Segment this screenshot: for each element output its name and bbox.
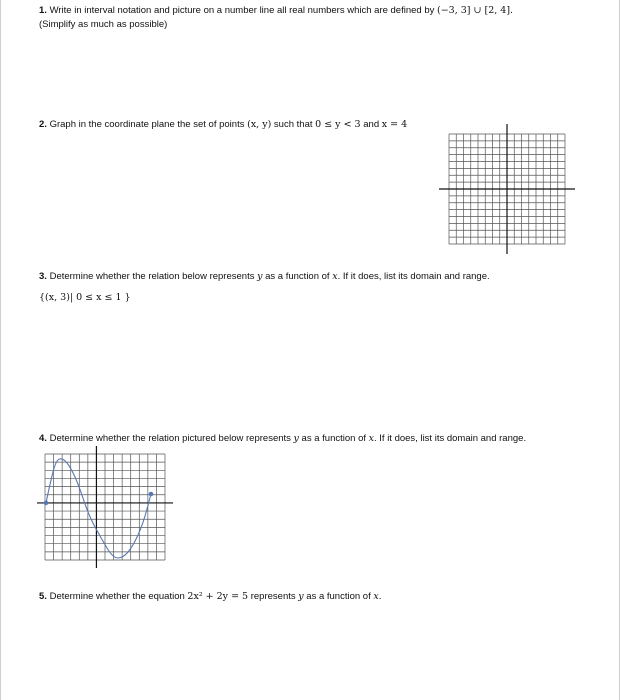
question-1-text: Write in interval notation and picture on a number line all real numbers which are defined by (49, 5, 438, 16)
question-1-number: 1. (39, 5, 47, 16)
question-1-math: (−3, 3] ∪ [2, 4]. (437, 5, 514, 16)
question-4-text-c: . If it does, list its domain and range. (374, 433, 527, 444)
question-1 (39, 4, 513, 32)
question-2-math-b: 0 ≤ y < 3 (315, 119, 361, 130)
question-5-var-y: y (298, 591, 304, 602)
question-5-number: 5. (39, 591, 47, 602)
question-2-text-a: Graph in the coordinate plane the set of points (49, 119, 248, 130)
question-5 (39, 590, 381, 604)
question-3 (39, 270, 490, 284)
question-4-number: 4. (39, 433, 47, 444)
question-2-math-a: (x, y) (247, 119, 272, 130)
question-5-math: 2x² + 2y = 5 (187, 591, 249, 602)
curve-right-endpoint (149, 492, 154, 497)
question-3-set (39, 291, 131, 305)
relation-graph (37, 444, 177, 566)
question-2-number: 2. (39, 119, 47, 130)
question-2-text-b: such that (271, 119, 316, 130)
question-4-text-b: as a function of (298, 433, 369, 444)
question-3-var-y: y (257, 271, 263, 282)
question-2-math-c: x = 4 (381, 119, 408, 130)
question-3-var-x: x (332, 271, 338, 282)
question-2-text-c: and (360, 119, 382, 130)
question-1-note: (Simplify as much as possible) (39, 19, 168, 30)
question-4-var-x: x (368, 433, 374, 444)
question-5-var-x: x (373, 591, 379, 602)
coordinate-grid-blank (437, 128, 577, 252)
question-3-text-b: as a function of (262, 271, 333, 282)
question-4-var-y: y (293, 433, 299, 444)
question-5-text-c: as a function of (303, 591, 374, 602)
question-3-set-notation: {(x, 3)| 0 ≤ x ≤ 1 } (39, 292, 131, 303)
question-2 (39, 118, 407, 132)
question-3-number: 3. (39, 271, 47, 282)
question-4-text-a: Determine whether the relation pictured below represents (49, 433, 294, 444)
question-3-text-a: Determine whether the relation below represents (49, 271, 258, 282)
relation-curve (46, 459, 151, 558)
question-5-text-b: represents (248, 591, 299, 602)
question-3-text-c: . If it does, list its domain and range. (337, 271, 490, 282)
question-5-text-d: . (378, 591, 382, 602)
curve-left-endpoint (44, 501, 49, 506)
question-5-text-a: Determine whether the equation (49, 591, 188, 602)
